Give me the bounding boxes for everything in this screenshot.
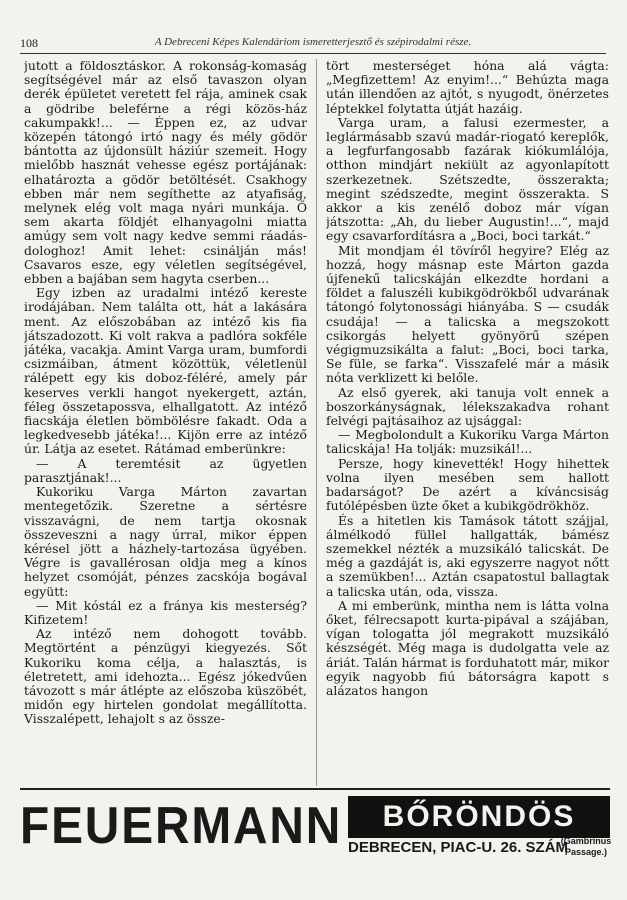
left-column [24, 59, 307, 786]
paragraph: Varga uram, a falusi ezermester, a leglármásabb szavú madár-riogató kereplők, a legfurfangosabb fazárak kiókumlálója, otthon mindjárt nekiült az agyonlapított szerkezetnek. Szétszedte, összerakta; megint szédszedte, megint összerakta. S akkor a kis zenélő doboz már vígan játszotta: „Ah, du lieber Augustin!...“, majd egy csavarfordításra a „Boci, boci tarkát.“ [326, 114, 609, 244]
advertiser-passage: (Gambrinus Passage.) [560, 836, 612, 857]
advertiser-name: FEUERMANN [20, 797, 343, 855]
paragraph: — A teremtésit az ügyetlen parasztjának!... [24, 455, 307, 485]
paragraph: — Megbolondult a Kukoriku Varga Márton talicskája! Ha tolják: muzsikál!... [326, 427, 609, 457]
paragraph: És a hitetlen kis Tamások tátott szájjal, álmélkodó füllel hallgatták, bámész szemekkel nézték a muzsikáló talicskát. De még a gazdáját is, aki egyszerre nagyot nőtt a szemükben!... Aztán csapatostul ballagtak a talicska után, oda, vissza. [326, 512, 609, 599]
paragraph: A mi emberünk, mintha nem is látta volna őket, félrecsapott kurta-pipával a szájában, vígan tologatta jól megrakott muzsikáló készségét. Még maga is dudolgatta vele az áriát. Talán hármat is forduhatott már, mikor egyik nagyobb fiú bátorságra kapott s alázatos hangon [326, 597, 609, 698]
paragraph: Az intéző nem dohogott tovább. Megtörtént a pénzügyi kiegyezés. Sőt Kukoriku koma célja, a halasztás, is életretett, ami idehozta... Egész jókedvűen távozott s már átlépte az előszoba küszöbét, midőn egy hirtelen gondolat megállította. Visszalépett, lehajolt s az össze- [24, 626, 307, 727]
right-column [326, 59, 609, 786]
column-divider [316, 59, 317, 786]
paragraph: Az első gyerek, aki tanuja volt ennek a boszorkányságnak, lélekszakadva rohant felvégi pajtásaihoz az ujsággal: [326, 384, 609, 429]
page-header [20, 35, 606, 54]
paragraph: Egy izben az uradalmi intéző kereste irodájában. Nem találta ott, hát a lakására ment. Az előszobában az intéző kis fia játszadozott. Ki volt rakva a padlóra sokféle játéka, vacakja. Amint Varga uram, bumfordi csizmáiban, átment közöttük, véletlenül rálépett egy kis doboz-féléré, amely pár keserves verkli hangot nyekergett, aztán, féleg összetapossva, elhallgatott. Az intéző fiacskája életlen bömbölésre fakadt. Oda a legkedvesebb játéka!... Kijön erre az intéző úr. Látja az esetet. Rátámad emberünkre: [24, 285, 307, 457]
running-title: A Debreceni Képes Kalendáriom ismeretterjesztő és szépirodalmi része. [154, 36, 472, 48]
advertiser-address: DEBRECEN, PIAC-U. 26. SZÁM [348, 839, 569, 856]
text-columns [24, 59, 609, 786]
paragraph: Kukoriku Varga Márton zavartan mentegetőzik. Szeretne a sértésre visszavágni, de nem tartja okosnak összeveszni a nagy úrral, mikor éppen kérésel jött a házhely-tartozása ügyében. Végre is gavallérosan oldja meg a kínos helyzet csomóját, pénzes zacskója bogával együtt: [24, 484, 307, 599]
paragraph: Persze, hogy kinevették! Hogy hihettek volna ilyen mesében sem hallott badarságot? De azért a kíváncsiság futólépésben üzte őket a kubikgödrökhöz. [326, 455, 609, 514]
paragraph: Mit mondjam él tövíről hegyire? Elég az hozzá, hogy másnap este Márton gazda újfenekű talicskáján elkezdte hordani a földet a faluszéli kubikgödrökből udvarának tátongó folytonossági hiányába. S — csudák csudája! — a talicska a megszokott csikorgás helyett gyönyörű szépen végigmuzsikálta a falut: „Boci, boci tarka, Se füle, se farka“. Visszafelé már a másik nóta verklizett ki belőle. [326, 242, 609, 386]
page-number: 108 [20, 36, 38, 50]
advertisement [20, 788, 610, 860]
paragraph: jutott a földosztáskor. A rokonság-komaság segítségével már az első tavaszon olyan derék épületet veretett fel rája, aminek csak a gödribe beleférne a régi közös-ház cakumpakk!... — Éppen ez, az udvar közepén tátongó irtó nagy és mély gödör bántotta az újdonsült háziúr szemeit. Hogy mielőbb hasznát vehesse egész portájának: elhatározta a gödör betöltését. Csakhogy ebben már nem segíthette az atyafiság, melynek elég volt maga nyári munkája. Ő sem akarta földjét elhanyagolni miatta amúgy sem volt nagy kedve semmi ráadás-dologhoz! Amit lehet: csinálján más! Csavaros esze, egy véletlen segítségével, ebben a bajában sem hagyta cserben... [24, 59, 307, 287]
advertised-product: BŐRÖNDÖS [348, 796, 610, 838]
paragraph: tört mesterséget hóna alá vágta: „Megfizettem! Az enyim!...“ Behúzta maga után illendően az ajtót, s nyugodt, önérzetes léptekkel folytatta útját hazáig. [326, 59, 609, 116]
paragraph: — Mit kóstál ez a frányа kis mesterség? Kifizetem! [24, 597, 307, 627]
